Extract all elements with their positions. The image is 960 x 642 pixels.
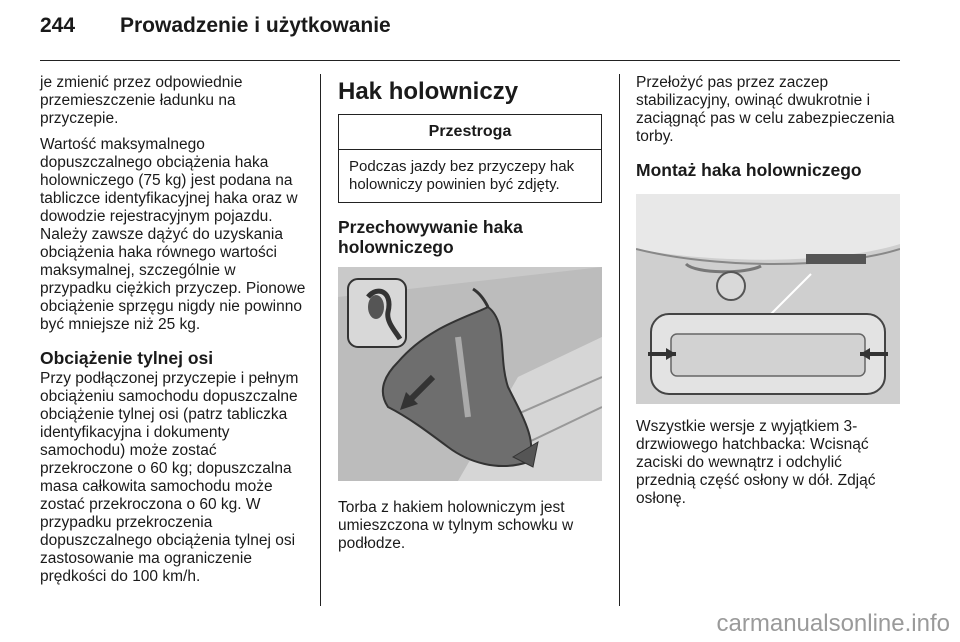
figure-caption: Wszystkie wersje z wyjątkiem 3-drzwiowego hatchbacka: Wcisnąć zaciski do wewnątrz i odchylić przednią część osłony w dół. Zdjąć osłonę. <box>636 418 876 507</box>
column-2 <box>338 74 602 561</box>
section-heading: Montaż haka holowniczego <box>636 160 862 180</box>
chapter-title: Prowadzenie i użytkowanie <box>120 14 391 37</box>
column-divider-2 <box>619 74 620 606</box>
caution-box <box>338 114 602 203</box>
paragraph: je zmienić przez odpowiednie przemieszczenie ładunku na przyczepie. <box>40 74 243 127</box>
caution-heading: Przestroga <box>339 115 601 150</box>
figure-caption: Torba z hakiem holowniczym jest umieszczona w tylnym schowku w podłodze. <box>338 499 574 552</box>
column-divider-1 <box>320 74 321 606</box>
bumper-cover-drawing <box>636 194 900 404</box>
bumper-cover-illustration <box>636 194 900 404</box>
section-title: Hak holowniczy <box>338 78 519 105</box>
paragraph: Przełożyć pas przez zaczep stabilizacyjny, owinąć dwukrotnie i zaciągnąć pas w celu zabezpieczenia torby. <box>636 74 895 145</box>
caution-text: Podczas jazdy bez przyczepy hak holowniczy powinien być zdjęty. <box>349 158 575 193</box>
paragraph: Wartość maksymalnego dopuszczalnego obciążenia haka holowniczego (75 kg) jest podana na tabliczce identyfikacyjnej haka oraz w dowodzie rejestracyjnym pojazdu. Należy zawsze dążyć do uzyskania obciążenia haka równego wartości maksymalnej, szczególnie w przypadku ciężkich przyczep. Pionowe obciążenie sprzęgu nigdy nie powinno być mniejsze niż 25 kg. <box>40 136 306 333</box>
towbar-bag-illustration <box>338 267 602 481</box>
column-1 <box>40 74 306 594</box>
column-3 <box>636 74 902 516</box>
page-header <box>40 14 391 50</box>
section-heading: Obciążenie tylnej osi <box>40 348 214 368</box>
paragraph: Przy podłączonej przyczepie i pełnym obciążeniu samochodu dopuszczalne obciążenie tylnej osi (patrz tabliczka identyfikacyjna i dokumenty samochodu) może zostać przekroczone o 60 kg; dopuszczalna masa całkowita samochodu może zostać przekroczona o 60 kg. W przypadku przekroczenia dopuszczalnego obciążenia tylnej osi zastosowanie ma ograniczenie prędkości do 100 km/h. <box>40 370 299 585</box>
watermark: carmanualsonline.info <box>716 610 950 637</box>
section-heading: Przechowywanie haka holowniczego <box>338 217 523 257</box>
header-rule <box>40 60 900 61</box>
towbar-bag-drawing <box>338 267 602 481</box>
page-number: 244 <box>40 14 76 37</box>
